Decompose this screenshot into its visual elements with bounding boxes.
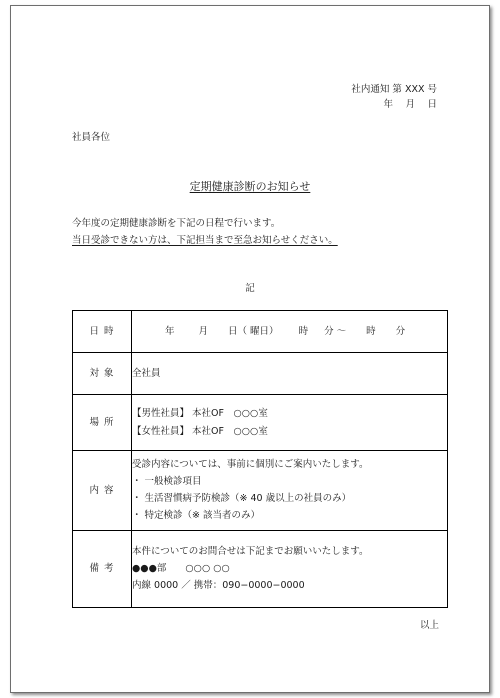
content-line-1: 受診内容については、事前に個別にご案内いたします。 — [132, 459, 369, 470]
intro-line-1: 今年度の定期健康診断を下記の日程で行います。 — [72, 218, 281, 229]
content-line-3: ・ 生活習慣病予防検診（※ 40 歳以上の社員のみ） — [132, 493, 352, 504]
notes-line-3: 内線 0000 ／ 携帯：090−0000−0000 — [132, 580, 305, 591]
value-target: 全社員 — [132, 353, 448, 395]
date-line: 年 月 日 — [383, 99, 437, 110]
content-line-4: ・ 特定検診（※ 該当者のみ） — [132, 510, 260, 521]
label-content: 内 容 — [73, 451, 132, 531]
value-notes — [132, 531, 448, 608]
dt-minute-start: 分 ～ — [324, 325, 347, 337]
row-target — [73, 353, 448, 395]
row-notes — [73, 531, 448, 608]
place-female: 【女性社員】 本社OF ○○○室 — [132, 425, 268, 437]
row-datetime — [73, 311, 448, 353]
value-datetime — [132, 311, 448, 353]
document-page — [10, 5, 490, 693]
label-datetime: 日 時 — [73, 311, 132, 353]
dt-day-weekday: 日（ 曜日） — [228, 325, 279, 337]
closing-mark: 以上 — [419, 620, 439, 631]
dt-month: 月 — [198, 325, 209, 337]
info-table — [72, 310, 448, 608]
intro-line-2: 当日受診できない方は、下記担当まで至急お知らせください。 — [72, 235, 338, 246]
place-male: 【男性社員】 本社OF ○○○室 — [132, 407, 268, 419]
row-content — [73, 451, 448, 531]
addressee: 社員各位 — [72, 132, 111, 143]
dt-hour-end: 時 — [366, 325, 376, 337]
dt-year: 年 — [165, 325, 175, 337]
notes-line-2: ●●●部 ○○○ ○○ — [132, 563, 230, 574]
value-place — [132, 395, 448, 451]
ki-mark: 記 — [245, 283, 255, 294]
label-target: 対 象 — [73, 353, 132, 395]
dt-minute-end: 分 — [395, 325, 406, 337]
content-line-2: ・ 一般検診項目 — [132, 476, 202, 487]
notice-number: 社内通知 第 XXX 号 — [351, 84, 437, 95]
value-content — [132, 451, 448, 531]
document-title: 定期健康診断のお知らせ — [189, 180, 311, 193]
row-place — [73, 395, 448, 451]
label-notes: 備 考 — [73, 531, 132, 608]
label-place: 場 所 — [73, 395, 132, 451]
notes-line-1: 本件についてのお問合せは下記までお願いいたします。 — [132, 546, 369, 557]
dt-hour-start: 時 — [298, 325, 309, 337]
